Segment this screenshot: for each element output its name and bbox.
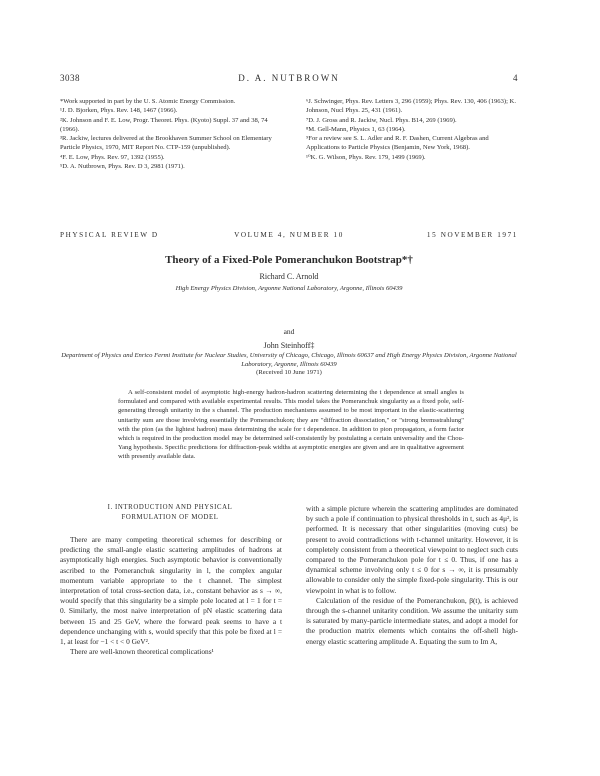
received-date: (Received 10 June 1971) bbox=[256, 369, 322, 376]
section-heading bbox=[80, 503, 260, 522]
page-number: 3038 bbox=[60, 73, 80, 83]
journal-header bbox=[60, 231, 518, 241]
author-conjunction: and bbox=[283, 327, 295, 336]
section-heading-line: FORMULATION OF MODEL bbox=[121, 513, 219, 521]
footnote: ⁸M. Gell-Mann, Physics 1, 63 (1964). bbox=[306, 125, 406, 133]
footnote: ⁹For a review see S. L. Adler and R. F. Dashen, Current Algebras and Applications to Particle Physics (Benjamin, New York, 1968). bbox=[306, 135, 489, 152]
footnote: ³R. Jackiw, lectures delivered at the Brookhaven Summer School on Elementary Particle Physics, 1970, MIT Report No. CTP-159 (unpublished). bbox=[60, 135, 272, 152]
paper-title: Theory of a Fixed-Pole Pomeranchukon Bootstrap*† bbox=[165, 254, 413, 266]
footnote: ⁶J. Schwinger, Phys. Rev. Letters 3, 296 (1959); Phys. Rev. 130, 406 (1963); K. Johnson, Nucl Phys. 25, 431 (1961). bbox=[306, 98, 516, 115]
running-head bbox=[60, 73, 518, 85]
author-name: Richard C. Arnold bbox=[259, 272, 319, 281]
previous-footnotes-right bbox=[306, 97, 518, 162]
abstract: A self-consistent model of asymptotic high-energy hadron-hadron scattering determining the t dependence at small angles is formulated and compared with available experimental results. This model takes the Pomeranchuk singularity as a fixed pole, self-generating through unitarity in the s channel. The production mechanisms assumed to be most important in the elastic-scattering unitarity sum are those involving essentially the Pomeranchukon; they are "diffraction dissociation," or "strong bremsstrahlung" with the pion (as the lightest hadron) mass determining the scale for t dependence. In addition to pion propagators, a form factor which is required in the production model may be determined self-consistently by postulating a certain universality and the Chou-Yang hypothesis. Specific predictions for diffraction-peak widths at asymptotic energies are given and are in qualitative agreement with presently available data. bbox=[118, 389, 464, 461]
footnote: ¹J. D. Bjorken, Phys. Rev. 148, 1467 (1966). bbox=[60, 107, 178, 115]
footnote: ²K. Johnson and F. E. Low, Progr. Theoret. Phys. (Kyoto) Suppl. 37 and 38, 74 (1966). bbox=[60, 116, 268, 133]
journal-name: PHYSICAL REVIEW D bbox=[60, 231, 159, 239]
body-column-right bbox=[306, 504, 518, 647]
body-paragraph: with a simple picture wherein the scattering amplitudes are dominated by such a pole if continuation to physical thresholds in t, such as 4μ², is performed. It is necessary that other singularities (moving cuts) be present to avoid contradictions with t-channel unitarity. However, it is completely consistent from a theoretical viewpoint to neglect such cuts compared to the Pomeranchukon pole for t ≤ 0. Thus, if one has a dynamical scheme involving only t ≤ 0 for s → ∞, it is presumably allowable to consider only the simple fixed-pole singularity. This is our viewpoint in what is to follow. bbox=[306, 504, 518, 595]
body-paragraph: There are well-known theoretical complications¹ bbox=[70, 647, 214, 657]
footnote: *Work supported in part by the U. S. Atomic Energy Commission. bbox=[60, 98, 236, 105]
author-affiliation: Department of Physics and Enrico Fermi Institute for Nuclear Studies, University of Chicago, Chicago, Illinois 60637 and High Energy Physics Division, Argonne National Laboratory, Argonne, Illinois 60439 bbox=[61, 352, 517, 368]
previous-footnotes-left bbox=[60, 97, 282, 171]
footnote: ⁵D. A. Nutbrown, Phys. Rev. D 3, 2981 (1971). bbox=[60, 163, 185, 171]
footnote: ¹⁰K. G. Wilson, Phys. Rev. 179, 1499 (1969). bbox=[306, 153, 426, 161]
running-head-volume: 4 bbox=[513, 73, 518, 83]
footnote: ⁷D. J. Gross and R. Jackiw, Nucl. Phys. B14, 269 (1969). bbox=[306, 116, 457, 124]
section-heading-line: I. INTRODUCTION AND PHYSICAL bbox=[107, 504, 233, 511]
body-column-left bbox=[60, 535, 282, 657]
body-paragraph: There are many competing theoretical schemes for describing or predicting the small-angle elastic scattering amplitudes of hadrons at asymptotically high energies. Such asymptotic behavior is conventionally ascribed to the Pomeranchuk singularity in l, the complex angular momentum variable appropriate to the t channel. The simplest interpretation of total cross-section data, i.e., constant behavior as s → ∞, would specify that this singularity be a simple pole located at l = 1 for t = 0. Similarly, the most naive interpretation of pN elastic scattering data between 15 and 25 GeV, where the forward peak seems to have a t dependence unchanging with s, would specify that this pole be fixed at l = 1, at least for −1 < t < 0 GeV². bbox=[60, 535, 282, 647]
author-affiliation: High Energy Physics Division, Argonne National Laboratory, Argonne, Illinois 60439 bbox=[175, 285, 403, 292]
running-head-author: D. A. NUTBROWN bbox=[238, 73, 340, 83]
footnote: ⁴F. E. Low, Phys. Rev. 97, 1392 (1955). bbox=[60, 153, 165, 161]
author-name: John Steinhoff‡ bbox=[263, 341, 315, 350]
body-paragraph: Calculation of the residue of the Pomeranchukon, β(t), is achieved through the s-channel unitarity condition. We assume the unitarity sum is saturated by many-particle intermediate states, and adopt a model for the production matrix elements which contains the off-shell high-energy elastic scattering amplitude A. Equating the sum to Im A, bbox=[306, 595, 518, 646]
journal-volume: VOLUME 4, NUMBER 10 bbox=[234, 231, 344, 239]
journal-date: 15 NOVEMBER 1971 bbox=[426, 231, 518, 239]
